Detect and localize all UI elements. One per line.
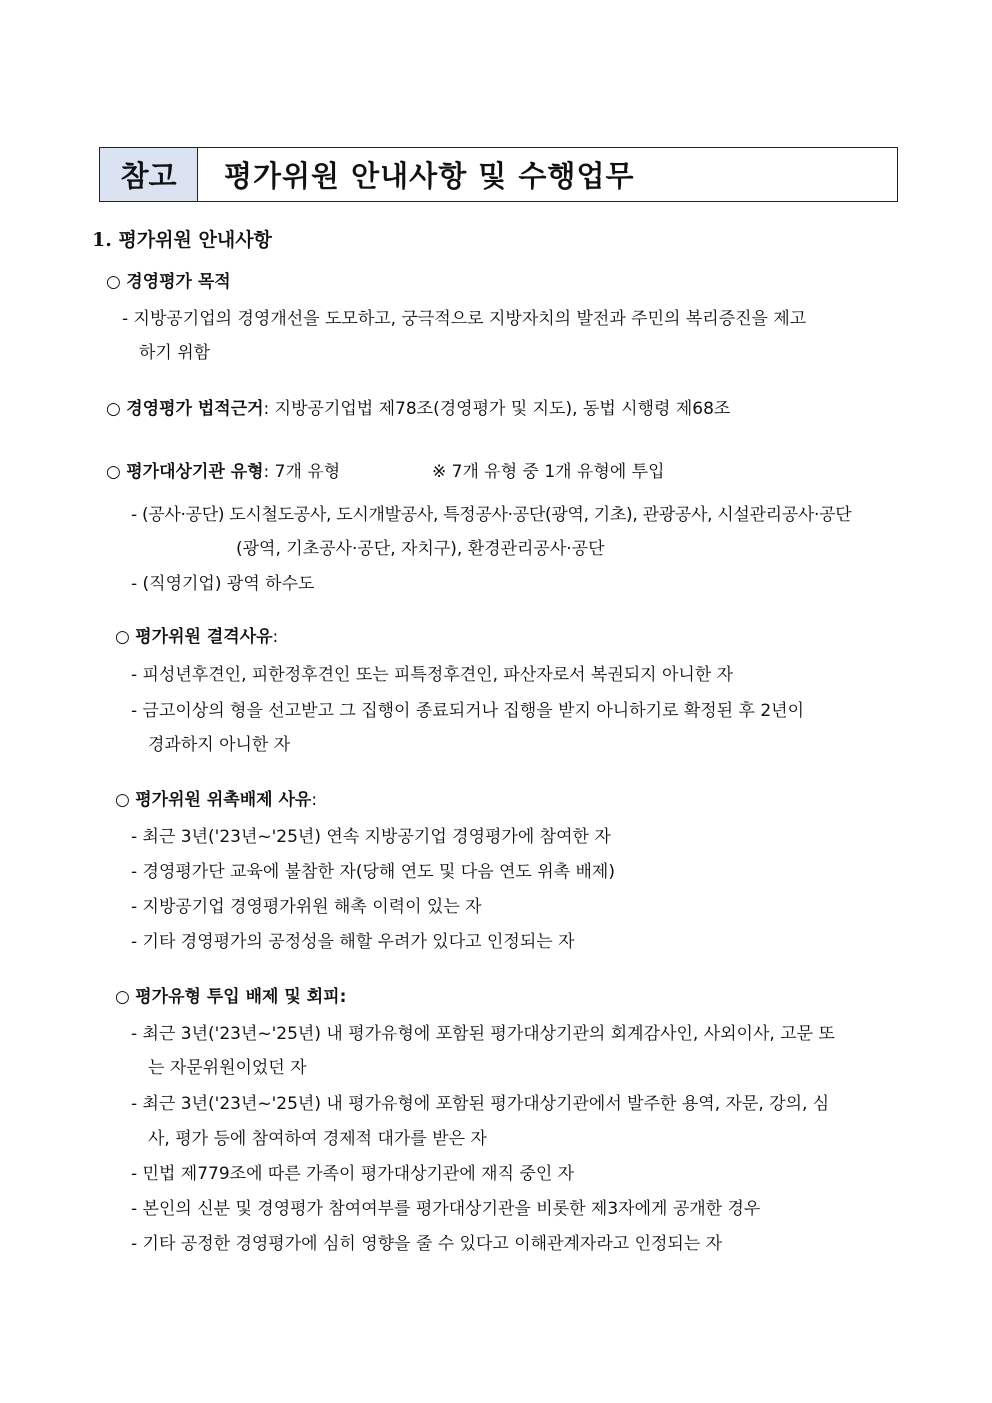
label: 경영평가 법적근거 bbox=[126, 399, 264, 419]
label: 경영평가 목적 bbox=[126, 272, 231, 292]
list-item: - 피성년후견인, 피한정후견인 또는 피특정후견인, 파산자로서 복권되지 아니한 자 bbox=[131, 665, 734, 685]
list-item-cont: 는 자문위원이었던 자 bbox=[148, 1058, 307, 1078]
bullet: ○ bbox=[106, 272, 121, 292]
label: 평가위원 위촉배제 사유 bbox=[135, 790, 312, 810]
bullet: ○ bbox=[115, 987, 130, 1007]
purpose-heading bbox=[106, 270, 231, 294]
page-title: 평가위원 안내사항 및 수행업무 bbox=[224, 159, 635, 193]
exclude-heading bbox=[115, 788, 317, 812]
colon: : bbox=[311, 790, 318, 810]
types-note: ※ 7개 유형 중 1개 유형에 투입 bbox=[432, 462, 665, 482]
list-item: - 최근 3년('23년~'25년) 내 평가유형에 포함된 평가대상기관의 회계감사인, 사외이사, 고문 또 bbox=[131, 1024, 835, 1044]
list-item: - 지방공기업의 경영개선을 도모하고, 궁극적으로 지방자치의 발전과 주민의 복리증진을 제고 bbox=[122, 309, 807, 329]
types-heading bbox=[106, 460, 340, 484]
title-tag: 참고 bbox=[100, 148, 198, 201]
title-box bbox=[99, 147, 898, 202]
list-item: - (공사·공단) 도시철도공사, 도시개발공사, 특정공사·공단(광역, 기초), 관광공사, 시설관리공사·공단 bbox=[131, 505, 852, 525]
list-item: - 기타 경영평가의 공정성을 해할 우려가 있다고 인정되는 자 bbox=[131, 932, 575, 952]
list-item-cont: 사, 평가 등에 참여하여 경제적 대가를 받은 자 bbox=[148, 1129, 487, 1149]
value: : 7개 유형 bbox=[263, 462, 341, 482]
label: 평가위원 결격사유 bbox=[135, 627, 273, 647]
list-item: - 경영평가단 교육에 불참한 자(당해 연도 및 다음 연도 위촉 배제) bbox=[131, 862, 615, 882]
list-item: - 지방공기업 경영평가위원 해촉 이력이 있는 자 bbox=[131, 897, 482, 917]
bullet: ○ bbox=[106, 399, 121, 419]
legal-basis bbox=[106, 397, 730, 421]
bullet: ○ bbox=[115, 627, 130, 647]
bullet: ○ bbox=[115, 790, 130, 810]
list-item: - (직영기업) 광역 하수도 bbox=[131, 574, 315, 594]
avoid-heading bbox=[115, 985, 346, 1009]
label: 평가대상기관 유형 bbox=[126, 462, 264, 482]
list-item: - 기타 공정한 경영평가에 심히 영향을 줄 수 있다고 이해관계자라고 인정되는 자 bbox=[131, 1234, 723, 1254]
colon: : bbox=[272, 627, 279, 647]
value: : 지방공기업법 제78조(경영평가 및 지도), 동법 시행령 제68조 bbox=[263, 399, 731, 419]
list-item: - 본인의 신분 및 경영평가 참여여부를 평가대상기관을 비롯한 제3자에게 공개한 경우 bbox=[131, 1199, 761, 1219]
list-item: - 최근 3년('23년~'25년) 내 평가유형에 포함된 평가대상기관에서 발주한 용역, 자문, 강의, 심 bbox=[131, 1094, 830, 1114]
list-item-cont: 경과하지 아니한 자 bbox=[148, 735, 291, 755]
list-item: - 금고이상의 형을 선고받고 그 집행이 종료되거나 집행을 받지 아니하기로 확정된 후 2년이 bbox=[131, 701, 804, 721]
bullet: ○ bbox=[106, 462, 121, 482]
disqualify-heading bbox=[115, 625, 278, 649]
list-item-cont: 하기 위함 bbox=[139, 343, 211, 363]
list-item-cont: (광역, 기초공사·공단, 자치구), 환경관리공사·공단 bbox=[236, 539, 605, 559]
label: 평가유형 투입 배제 및 회피: bbox=[135, 987, 347, 1007]
section-heading: 1. 평가위원 안내사항 bbox=[92, 229, 272, 251]
list-item: - 최근 3년('23년~'25년) 연속 지방공기업 경영평가에 참여한 자 bbox=[131, 827, 611, 847]
list-item: - 민법 제779조에 따른 가족이 평가대상기관에 재직 중인 자 bbox=[131, 1164, 575, 1184]
